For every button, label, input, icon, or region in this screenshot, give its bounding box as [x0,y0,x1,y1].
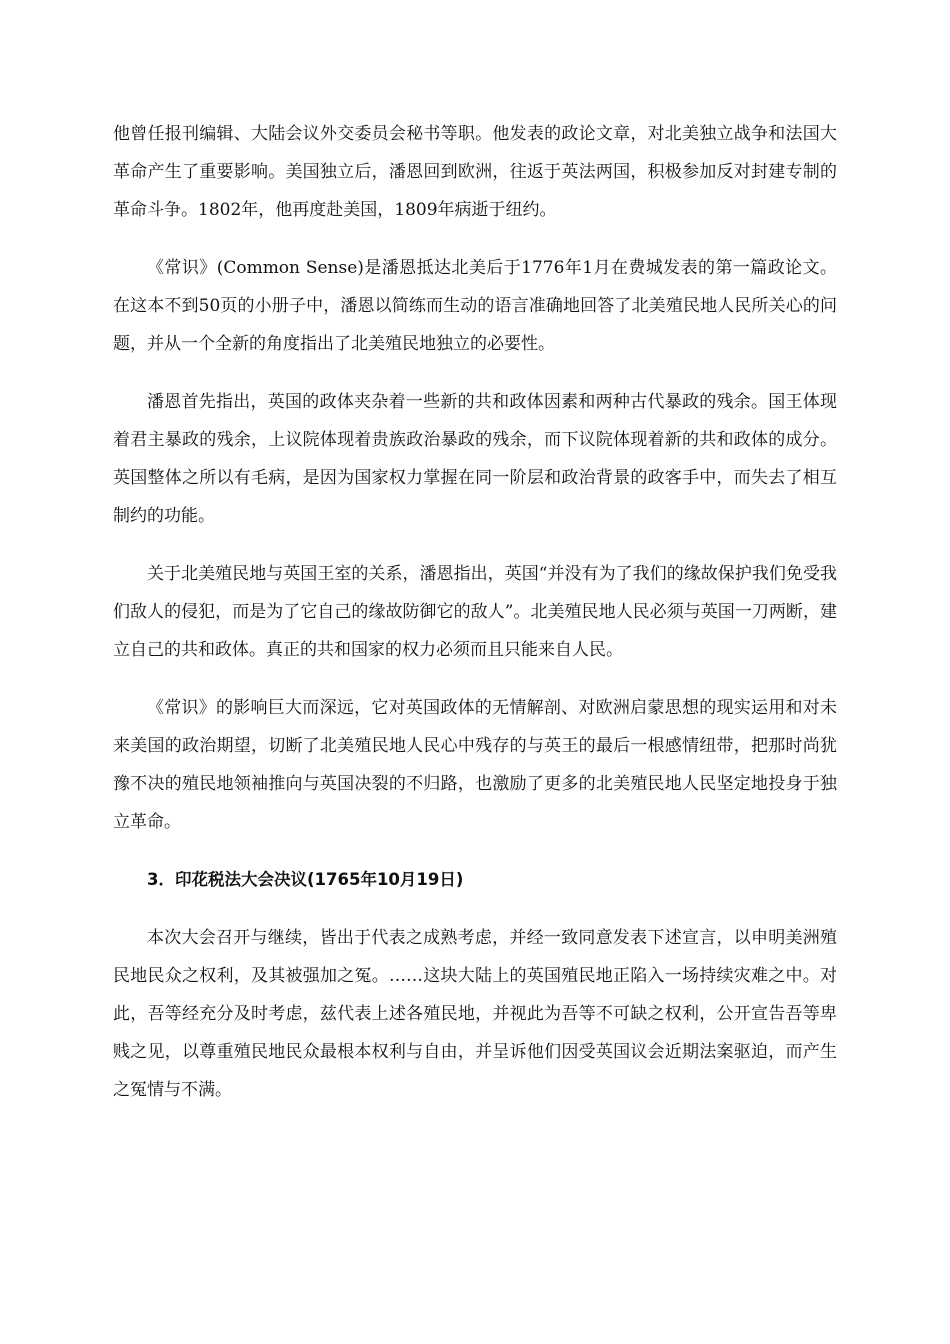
paragraph-stamp-act-resolution: 本次大会召开与继续，皆出于代表之成熟考虑，并经一致同意发表下述宣言，以申明美洲殖民地民众之权利，及其被强加之冤。……这块大陆上的英国殖民地正陷入一场持续灾难之中。对此，吾等经充分及时考虑，兹代表上述各殖民地，并视此为吾等不可缺之权利，公开宣告吾等卑贱之见，以尊重殖民地民众最根本权利与自由，并呈诉他们因受英国议会近期法案驱迫，而产生之冤情与不满。 [113,928,837,1100]
paragraph-common-sense-intro: 《常识》(Common Sense)是潘恩抵达北美后于1776年1月在费城发表的第一篇政论文。在这本不到50页的小册子中，潘恩以简练而生动的语言准确地回答了北美殖民地人民所关心的问题，并从一个全新的角度指出了北美殖民地独立的必要性。 [113,258,837,354]
paragraph-colonies-relation: 关于北美殖民地与英国王室的关系，潘恩指出，英国“并没有为了我们的缘故保护我们免受我们敌人的侵犯，而是为了它自己的缘故防御它的敌人”。北美殖民地人民必须与英国一刀两断，建立自己的共和政体。真正的共和国家的权力必须而且只能来自人民。 [113,564,837,660]
paragraph-common-sense-impact: 《常识》的影响巨大而深远，它对英国政体的无情解剖、对欧洲启蒙思想的现实运用和对未来美国的政治期望，切断了北美殖民地人民心中残存的与英王的最后一根感情纽带，把那时尚犹豫不决的殖民地领袖推向与英国决裂的不归路，也激励了更多的北美殖民地人民坚定地投身于独立革命。 [113,698,837,832]
paragraph-paine-biography: 他曾任报刊编辑、大陆会议外交委员会秘书等职。他发表的政论文章，对北美独立战争和法国大革命产生了重要影响。美国独立后，潘恩回到欧洲，往返于英法两国，积极参加反对封建专制的革命斗争。1802年，他再度赴美国，1809年病逝于纽约。 [113,124,837,220]
paragraph-english-constitution: 潘恩首先指出，英国的政体夹杂着一些新的共和政体因素和两种古代暴政的残余。国王体现着君主暴政的残余，上议院体现着贵族政治暴政的残余，而下议院体现着新的共和政体的成分。英国整体之所以有毛病，是因为国家权力掌握在同一阶层和政治背景的政客手中，而失去了相互制约的功能。 [113,392,837,526]
document-body [113,115,837,1129]
section-heading-stamp-act: 3．印花税法大会决议(1765年10月19日) [147,870,464,889]
